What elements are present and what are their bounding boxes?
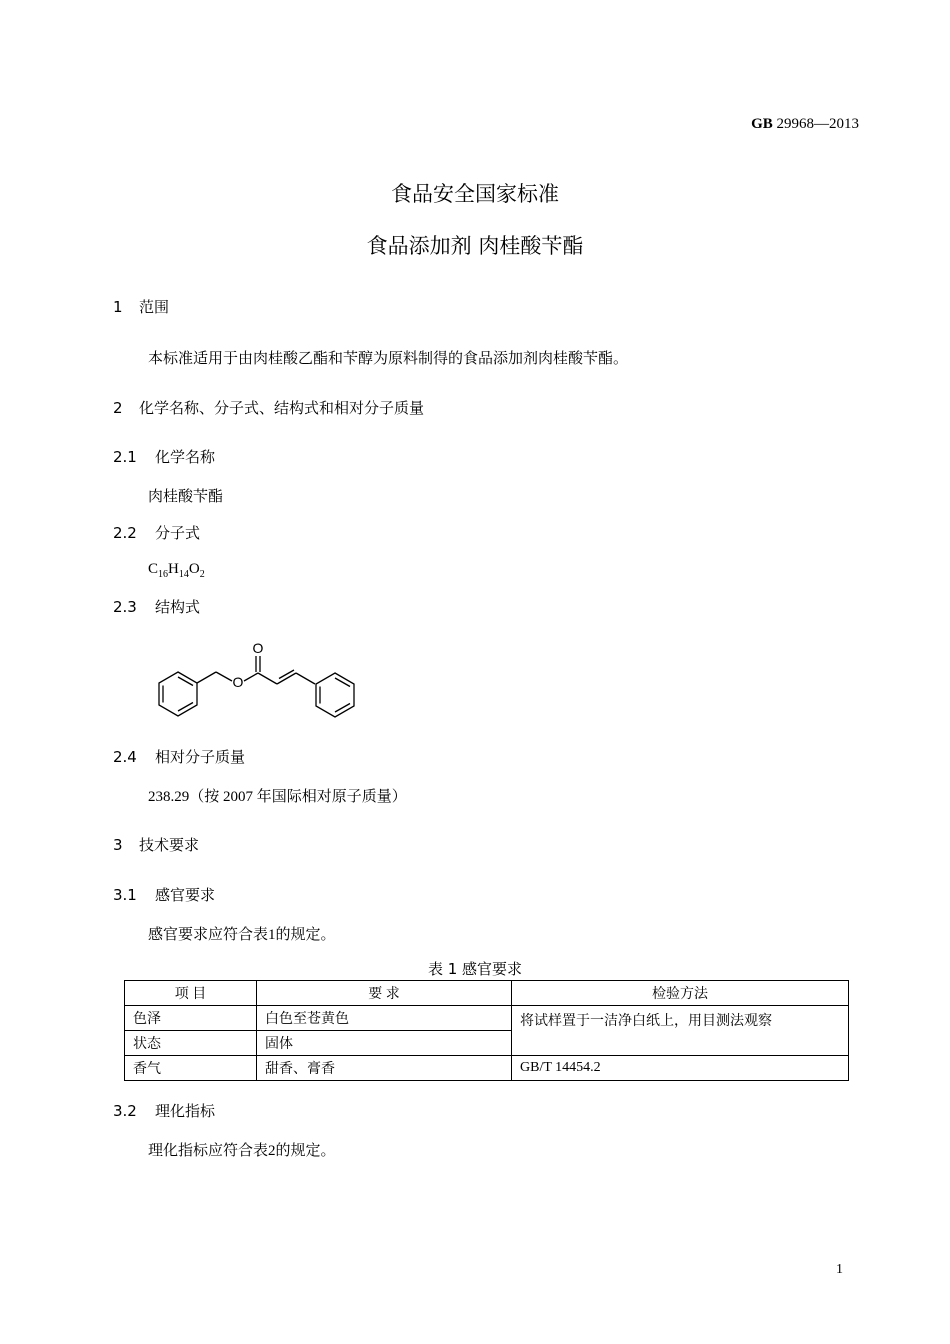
table-cell: 固体: [257, 1031, 512, 1056]
section-2-1-heading: [113, 446, 215, 467]
bond: [296, 673, 315, 684]
section-title: 相对分子质量: [155, 748, 246, 766]
table-cell: 色泽: [125, 1006, 257, 1031]
table-header-row: [125, 981, 849, 1006]
section-number: 2: [113, 399, 123, 417]
section-3-2-text: 理化指标应符合表2的规定。: [148, 1143, 336, 1159]
section-3-1-heading: [113, 884, 215, 905]
molecular-formula: [148, 561, 205, 580]
bond: [244, 673, 258, 681]
section-number: 2.1: [113, 448, 137, 466]
section-number: 2.2: [113, 524, 137, 542]
molecular-mass: 238.29（按 2007 年国际相对原子质量）: [148, 789, 407, 805]
section-3-2-heading: [113, 1100, 215, 1121]
section-1-text: 本标准适用于由肉桂酸乙酯和苄醇为原料制得的食品添加剂肉桂酸苄酯。: [148, 351, 629, 367]
bond: [197, 672, 216, 683]
section-title: 感官要求: [155, 886, 216, 904]
formula-element: H: [168, 561, 179, 577]
ester-oxygen-atom: O: [232, 674, 244, 690]
table-cell: 状态: [125, 1031, 257, 1056]
table-header-cell: 检验方法: [512, 981, 849, 1006]
table-header-cell: 项 目: [125, 981, 257, 1006]
section-2-heading: [113, 397, 424, 418]
ring-double-bond: [178, 677, 193, 686]
table-cell: 香气: [125, 1056, 257, 1081]
section-title: 技术要求: [139, 836, 200, 854]
section-2-4-heading: [113, 746, 245, 767]
document-subtitle: 食品添加剂 肉桂酸苄酯: [366, 234, 584, 258]
section-title: 化学名称、分子式、结构式和相对分子质量: [139, 399, 425, 417]
formula-subscript: 2: [199, 569, 205, 580]
table-row: [125, 1006, 849, 1031]
section-number: 2.3: [113, 598, 137, 616]
section-2-3-heading: [113, 596, 200, 617]
section-2-2-heading: [113, 522, 200, 543]
table-1-sensory-requirements: [124, 980, 849, 1081]
vinyl-double-bond: [279, 670, 294, 679]
section-number: 1: [113, 298, 123, 316]
standard-code: [751, 116, 859, 133]
section-number: 3: [113, 836, 123, 854]
table-cell: GB/T 14454.2: [512, 1056, 849, 1081]
table-header-cell: 要 求: [257, 981, 512, 1006]
chemical-name: 肉桂酸苄酯: [148, 489, 224, 505]
table-cell: 将试样置于一洁净白纸上，用目测法观察: [512, 1006, 849, 1056]
formula-subscript: 14: [178, 569, 189, 580]
section-title: 分子式: [155, 524, 201, 542]
formula-element: C: [148, 561, 159, 577]
section-title: 结构式: [155, 598, 201, 616]
section-1-heading: [113, 296, 169, 317]
document-title: 食品安全国家标准: [391, 182, 559, 206]
standard-code-number: 29968—2013: [772, 116, 859, 132]
ring-double-bond: [335, 704, 350, 713]
section-title: 范围: [139, 298, 170, 316]
carbonyl-oxygen-atom: O: [252, 640, 264, 656]
ring-double-bond: [178, 703, 193, 712]
table-1-caption: 表 1 感官要求: [427, 960, 523, 978]
bond: [258, 673, 277, 684]
formula-subscript: 16: [158, 569, 169, 580]
section-number: 3.1: [113, 886, 137, 904]
section-3-1-text: 感官要求应符合表1的规定。: [148, 927, 336, 943]
section-number: 3.2: [113, 1102, 137, 1120]
structural-formula-diagram: [150, 636, 365, 721]
table-cell: 白色至苍黄色: [257, 1006, 512, 1031]
left-benzene-ring: [159, 672, 197, 716]
standard-code-prefix: GB: [751, 116, 773, 132]
ring-double-bond: [335, 678, 350, 687]
table-row: [125, 1056, 849, 1081]
right-benzene-ring: [316, 673, 354, 717]
page-number: 1: [836, 1262, 843, 1277]
section-number: 2.4: [113, 748, 137, 766]
formula-element: O: [188, 561, 200, 577]
section-title: 理化指标: [155, 1102, 216, 1120]
section-3-heading: [113, 834, 199, 855]
bond: [216, 672, 232, 681]
section-title: 化学名称: [155, 448, 216, 466]
table-cell: 甜香、膏香: [257, 1056, 512, 1081]
